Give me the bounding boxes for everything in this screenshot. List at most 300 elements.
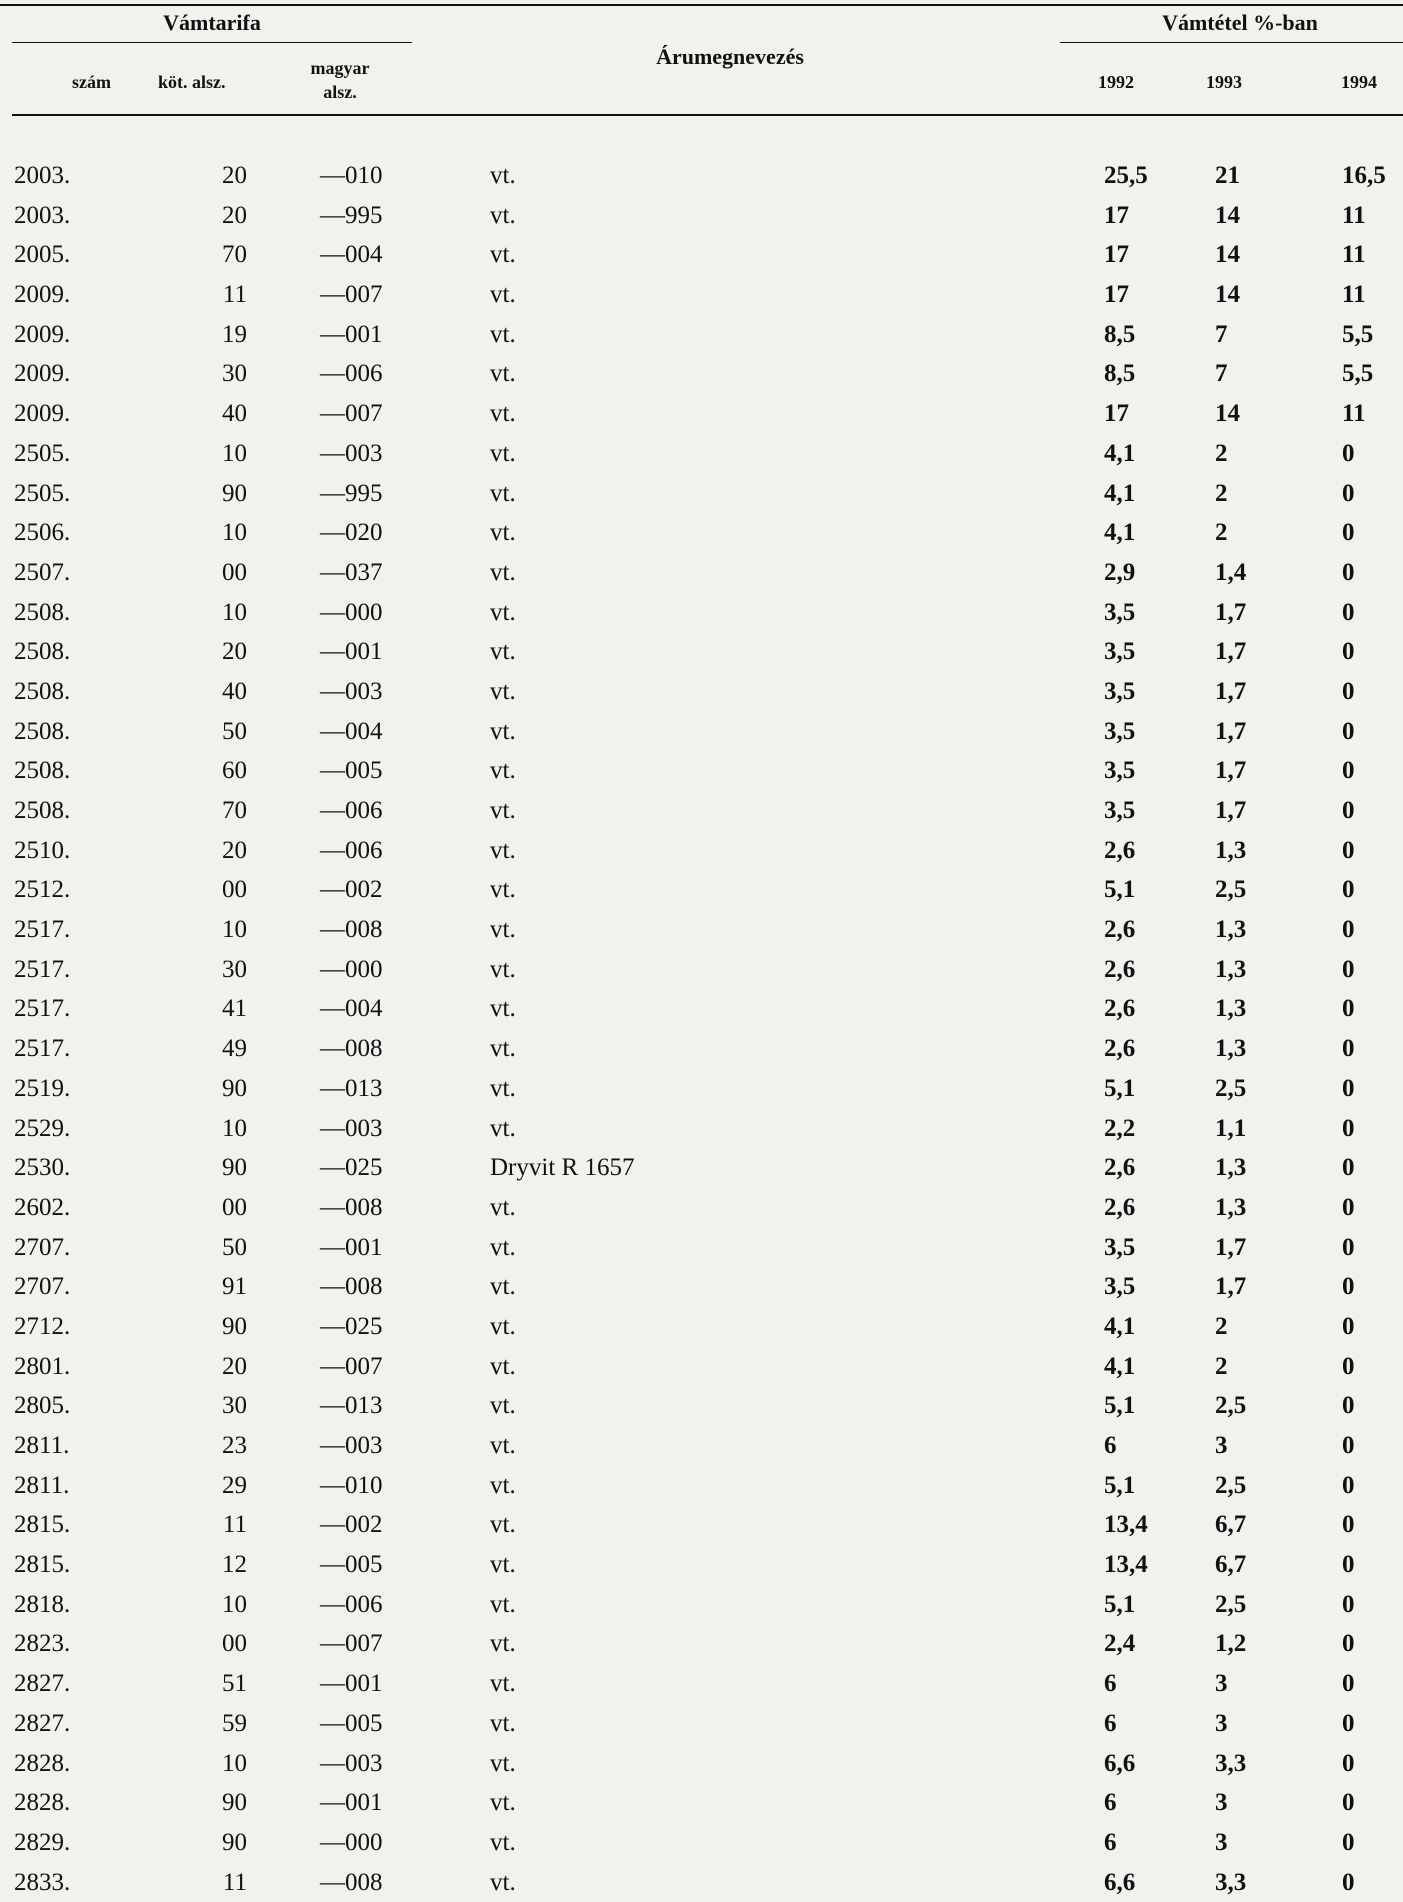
row-magyar-alsz: —008 — [320, 1868, 383, 1896]
row-arumegnevezes: vt. — [490, 995, 516, 1023]
row-vamtetel-1993: 1,3 — [1215, 1035, 1247, 1063]
table-row — [0, 1228, 1403, 1268]
row-vamtetel-1992: 3,5 — [1104, 757, 1136, 785]
row-magyar-alsz: —000 — [320, 955, 383, 983]
row-szam: 2517. — [14, 1035, 71, 1063]
row-vamtetel-1994: 0 — [1342, 1074, 1355, 1102]
row-magyar-alsz: —010 — [320, 1471, 383, 1499]
row-szam: 2512. — [14, 876, 71, 904]
row-vamtetel-1994: 0 — [1342, 1868, 1355, 1896]
row-magyar-alsz: —002 — [320, 1511, 383, 1539]
row-vamtetel-1992: 6,6 — [1104, 1749, 1136, 1777]
row-arumegnevezes: vt. — [490, 1392, 516, 1420]
row-vamtetel-1992: 25,5 — [1104, 162, 1148, 189]
vamtarifa-rule — [12, 42, 412, 43]
row-arumegnevezes: vt. — [490, 1471, 516, 1499]
row-szam: 2707. — [14, 1233, 71, 1261]
row-magyar-alsz: —013 — [320, 1074, 383, 1102]
row-vamtetel-1994: 0 — [1342, 479, 1355, 507]
row-szam: 2811. — [14, 1432, 70, 1459]
row-arumegnevezes: vt. — [490, 1432, 516, 1459]
row-vamtetel-1994: 0 — [1342, 439, 1355, 467]
row-arumegnevezes: vt. — [490, 598, 516, 626]
table-row — [0, 950, 1403, 990]
row-magyar-alsz: —005 — [320, 757, 383, 785]
table-row — [0, 1505, 1403, 1545]
row-vamtetel-1993: 3,3 — [1215, 1749, 1247, 1777]
table-row — [0, 1148, 1403, 1188]
row-vamtetel-1994: 0 — [1342, 797, 1355, 824]
table-row — [0, 275, 1403, 315]
row-kot-alsz: 12 — [222, 1551, 247, 1579]
row-vamtetel-1992: 5,1 — [1104, 1590, 1136, 1618]
row-vamtetel-1993: 1,7 — [1215, 717, 1247, 745]
row-vamtetel-1993: 3 — [1215, 1828, 1228, 1856]
table-row — [0, 1347, 1403, 1387]
row-szam: 2519. — [14, 1074, 71, 1102]
row-kot-alsz: 51 — [222, 1670, 247, 1698]
row-arumegnevezes: vt. — [490, 797, 516, 824]
row-vamtetel-1994: 0 — [1342, 1709, 1355, 1737]
row-vamtetel-1993: 2,5 — [1215, 1074, 1247, 1102]
row-szam: 2003. — [14, 201, 71, 229]
row-vamtetel-1994: 0 — [1342, 995, 1355, 1023]
row-szam: 2529. — [14, 1114, 71, 1142]
row-arumegnevezes: vt. — [490, 1709, 516, 1737]
row-kot-alsz: 70 — [222, 797, 247, 824]
row-vamtetel-1993: 1,7 — [1215, 598, 1247, 626]
row-arumegnevezes: vt. — [490, 519, 516, 547]
row-kot-alsz: 70 — [222, 241, 247, 269]
row-magyar-alsz: —004 — [320, 241, 383, 269]
row-kot-alsz: 90 — [222, 1154, 247, 1182]
table-row — [0, 235, 1403, 275]
row-kot-alsz: 11 — [222, 281, 247, 309]
row-vamtetel-1994: 0 — [1342, 598, 1355, 626]
table-row — [0, 196, 1403, 236]
row-magyar-alsz: —006 — [320, 1590, 383, 1618]
row-kot-alsz: 20 — [222, 162, 247, 189]
row-magyar-alsz: —995 — [320, 201, 383, 229]
row-vamtetel-1992: 5,1 — [1104, 1074, 1136, 1102]
header-year-1992: 1992 — [1098, 72, 1134, 92]
row-kot-alsz: 90 — [222, 1789, 247, 1817]
row-vamtetel-1992: 4,1 — [1104, 479, 1136, 507]
header-bottom-rule — [12, 114, 1403, 116]
row-vamtetel-1994: 11 — [1342, 400, 1366, 428]
row-szam: 2507. — [14, 558, 71, 586]
table-row — [0, 1744, 1403, 1784]
row-arumegnevezes: vt. — [490, 876, 516, 904]
row-vamtetel-1993: 2 — [1215, 1312, 1228, 1340]
row-vamtetel-1993: 1,7 — [1215, 638, 1247, 666]
row-arumegnevezes: vt. — [490, 1511, 516, 1539]
table-row — [0, 989, 1403, 1029]
table-row — [0, 1029, 1403, 1069]
row-vamtetel-1992: 4,1 — [1104, 1312, 1136, 1340]
table-row — [0, 910, 1403, 950]
row-magyar-alsz: —001 — [320, 1670, 383, 1698]
table-body — [0, 156, 1403, 1902]
row-szam: 2517. — [14, 916, 71, 944]
row-vamtetel-1994: 16,5 — [1342, 162, 1386, 189]
row-magyar-alsz: —007 — [320, 281, 383, 309]
row-vamtetel-1994: 0 — [1342, 1273, 1355, 1301]
row-magyar-alsz: —000 — [320, 1828, 383, 1856]
header-magyar-alsz-1: magyar — [310, 58, 370, 78]
row-vamtetel-1992: 2,6 — [1104, 1193, 1136, 1221]
row-magyar-alsz: —003 — [320, 1114, 383, 1142]
row-vamtetel-1994: 0 — [1342, 717, 1355, 745]
row-vamtetel-1993: 1,3 — [1215, 955, 1247, 983]
row-vamtetel-1992: 2,6 — [1104, 916, 1136, 944]
row-vamtetel-1992: 2,6 — [1104, 995, 1136, 1023]
header-year-1993: 1993 — [1206, 72, 1242, 92]
row-vamtetel-1994: 0 — [1342, 1114, 1355, 1142]
row-vamtetel-1994: 0 — [1342, 876, 1355, 904]
row-szam: 2517. — [14, 955, 71, 983]
row-vamtetel-1993: 3 — [1215, 1670, 1228, 1698]
row-kot-alsz: 40 — [222, 677, 247, 705]
row-kot-alsz: 10 — [222, 439, 247, 467]
row-kot-alsz: 10 — [222, 1114, 247, 1142]
row-szam: 2005. — [14, 241, 71, 269]
row-kot-alsz: 90 — [222, 479, 247, 507]
row-vamtetel-1992: 5,1 — [1104, 1392, 1136, 1420]
row-szam: 2517. — [14, 995, 71, 1023]
row-vamtetel-1993: 14 — [1215, 201, 1240, 229]
row-vamtetel-1993: 3,3 — [1215, 1868, 1247, 1896]
row-arumegnevezes: vt. — [490, 558, 516, 586]
row-vamtetel-1994: 0 — [1342, 558, 1355, 586]
table-row — [0, 870, 1403, 910]
table-row — [0, 354, 1403, 394]
row-kot-alsz: 30 — [222, 360, 247, 388]
row-kot-alsz: 30 — [222, 955, 247, 983]
row-szam: 2833. — [14, 1868, 71, 1896]
table-row — [0, 1069, 1403, 1109]
row-szam: 2712. — [14, 1312, 71, 1340]
row-szam: 2505. — [14, 479, 71, 507]
table-row — [0, 1624, 1403, 1664]
row-vamtetel-1993: 1,1 — [1215, 1114, 1247, 1142]
row-vamtetel-1993: 1,3 — [1215, 916, 1247, 944]
row-magyar-alsz: —003 — [320, 1432, 383, 1459]
row-arumegnevezes: vt. — [490, 717, 516, 745]
row-magyar-alsz: —001 — [320, 320, 383, 348]
row-vamtetel-1993: 1,7 — [1215, 757, 1247, 785]
row-arumegnevezes: vt. — [490, 1670, 516, 1698]
row-vamtetel-1992: 3,5 — [1104, 1273, 1136, 1301]
row-arumegnevezes: vt. — [490, 1312, 516, 1340]
table-row — [0, 553, 1403, 593]
row-kot-alsz: 50 — [222, 717, 247, 745]
row-kot-alsz: 10 — [222, 1590, 247, 1618]
row-vamtetel-1993: 3 — [1215, 1709, 1228, 1737]
row-magyar-alsz: —008 — [320, 1193, 383, 1221]
row-vamtetel-1994: 0 — [1342, 1828, 1355, 1856]
row-arumegnevezes: vt. — [490, 162, 516, 189]
table-row — [0, 1704, 1403, 1744]
row-szam: 2811. — [14, 1471, 70, 1499]
header-magyar-alsz-2: alsz. — [323, 82, 357, 102]
row-szam: 2828. — [14, 1749, 71, 1777]
row-magyar-alsz: —008 — [320, 1035, 383, 1063]
table-row — [0, 315, 1403, 355]
row-vamtetel-1993: 7 — [1215, 360, 1228, 388]
row-magyar-alsz: —008 — [320, 916, 383, 944]
row-vamtetel-1992: 17 — [1104, 201, 1129, 229]
row-vamtetel-1993: 3 — [1215, 1789, 1228, 1817]
row-vamtetel-1992: 5,1 — [1104, 876, 1136, 904]
table-row — [0, 156, 1403, 196]
row-vamtetel-1994: 5,5 — [1342, 360, 1374, 388]
header-arumegnevezes: Árumegnevezés — [656, 44, 804, 69]
row-vamtetel-1994: 0 — [1342, 1035, 1355, 1063]
row-vamtetel-1994: 0 — [1342, 1233, 1355, 1261]
table-row — [0, 1307, 1403, 1347]
row-vamtetel-1992: 3,5 — [1104, 797, 1136, 824]
table-row — [0, 712, 1403, 752]
row-arumegnevezes: vt. — [490, 955, 516, 983]
row-vamtetel-1994: 5,5 — [1342, 320, 1374, 348]
table-row — [0, 1664, 1403, 1704]
row-arumegnevezes: vt. — [490, 1789, 516, 1817]
row-vamtetel-1992: 3,5 — [1104, 638, 1136, 666]
row-vamtetel-1993: 2,5 — [1215, 1590, 1247, 1618]
row-vamtetel-1992: 3,5 — [1104, 677, 1136, 705]
row-arumegnevezes: vt. — [490, 1749, 516, 1777]
table-row — [0, 394, 1403, 434]
row-arumegnevezes: vt. — [490, 320, 516, 348]
row-kot-alsz: 20 — [222, 201, 247, 229]
row-vamtetel-1994: 0 — [1342, 1471, 1355, 1499]
row-magyar-alsz: —000 — [320, 598, 383, 626]
row-arumegnevezes: vt. — [490, 677, 516, 705]
table-row — [0, 632, 1403, 672]
row-magyar-alsz: —001 — [320, 638, 383, 666]
row-kot-alsz: 90 — [222, 1828, 247, 1856]
table-row — [0, 1188, 1403, 1228]
row-kot-alsz: 10 — [222, 916, 247, 944]
table-row — [0, 1267, 1403, 1307]
table-row — [0, 593, 1403, 633]
row-vamtetel-1992: 3,5 — [1104, 1233, 1136, 1261]
row-vamtetel-1992: 2,6 — [1104, 955, 1136, 983]
row-kot-alsz: 49 — [222, 1035, 247, 1063]
row-szam: 2602. — [14, 1193, 71, 1221]
row-kot-alsz: 20 — [222, 638, 247, 666]
row-szam: 2508. — [14, 677, 71, 705]
row-vamtetel-1993: 2,5 — [1215, 876, 1247, 904]
row-vamtetel-1992: 17 — [1104, 281, 1129, 309]
row-magyar-alsz: —013 — [320, 1392, 383, 1420]
row-vamtetel-1992: 4,1 — [1104, 439, 1136, 467]
row-szam: 2530. — [14, 1154, 71, 1182]
row-kot-alsz: 59 — [222, 1709, 247, 1737]
row-vamtetel-1994: 0 — [1342, 1352, 1355, 1380]
row-szam: 2506. — [14, 519, 71, 547]
row-arumegnevezes: vt. — [490, 1630, 516, 1658]
row-arumegnevezes: vt. — [490, 281, 516, 309]
row-kot-alsz: 30 — [222, 1392, 247, 1420]
row-vamtetel-1992: 5,1 — [1104, 1471, 1136, 1499]
row-magyar-alsz: —003 — [320, 439, 383, 467]
table-row — [0, 1823, 1403, 1863]
row-szam: 2829. — [14, 1828, 71, 1856]
row-kot-alsz: 23 — [222, 1432, 247, 1459]
header-kot-alsz: köt. alsz. — [158, 72, 226, 92]
row-vamtetel-1994: 0 — [1342, 677, 1355, 705]
row-szam: 2508. — [14, 797, 71, 824]
table-row — [0, 513, 1403, 553]
row-vamtetel-1993: 1,7 — [1215, 797, 1247, 824]
row-vamtetel-1992: 2,4 — [1104, 1630, 1136, 1658]
row-szam: 2510. — [14, 836, 71, 864]
row-vamtetel-1994: 0 — [1342, 916, 1355, 944]
table-row — [0, 791, 1403, 831]
row-magyar-alsz: —004 — [320, 995, 383, 1023]
row-magyar-alsz: —020 — [320, 519, 383, 547]
row-vamtetel-1994: 0 — [1342, 955, 1355, 983]
table-row — [0, 751, 1403, 791]
row-kot-alsz: 60 — [222, 757, 247, 785]
row-szam: 2827. — [14, 1670, 71, 1698]
row-magyar-alsz: —001 — [320, 1789, 383, 1817]
row-vamtetel-1994: 11 — [1342, 241, 1366, 269]
row-vamtetel-1994: 0 — [1342, 1392, 1355, 1420]
row-arumegnevezes: vt. — [490, 241, 516, 269]
row-kot-alsz: 20 — [222, 1352, 247, 1380]
row-magyar-alsz: —002 — [320, 876, 383, 904]
row-szam: 2009. — [14, 281, 71, 309]
row-vamtetel-1993: 14 — [1215, 281, 1240, 309]
header-szam: szám — [72, 72, 111, 92]
row-arumegnevezes: vt. — [490, 836, 516, 864]
row-vamtetel-1993: 1,4 — [1215, 558, 1247, 586]
row-vamtetel-1992: 4,1 — [1104, 1352, 1136, 1380]
row-kot-alsz: 29 — [222, 1471, 247, 1499]
row-vamtetel-1992: 3,5 — [1104, 598, 1136, 626]
row-vamtetel-1993: 6,7 — [1215, 1511, 1247, 1539]
row-szam: 2805. — [14, 1392, 71, 1420]
row-magyar-alsz: —006 — [320, 360, 383, 388]
row-magyar-alsz: —005 — [320, 1709, 383, 1737]
vamtetel-rule — [1060, 42, 1403, 43]
row-arumegnevezes: vt. — [490, 201, 516, 229]
row-szam: 2508. — [14, 638, 71, 666]
row-magyar-alsz: —004 — [320, 717, 383, 745]
row-kot-alsz: 00 — [222, 876, 247, 904]
row-vamtetel-1992: 3,5 — [1104, 717, 1136, 745]
row-arumegnevezes: vt. — [490, 1551, 516, 1579]
row-vamtetel-1993: 1,7 — [1215, 677, 1247, 705]
row-vamtetel-1992: 8,5 — [1104, 360, 1136, 388]
row-vamtetel-1994: 0 — [1342, 1511, 1355, 1539]
header-vamtetel: Vámtétel %-ban — [1162, 10, 1318, 35]
row-magyar-alsz: —010 — [320, 162, 383, 189]
row-magyar-alsz: —008 — [320, 1273, 383, 1301]
row-szam: 2009. — [14, 360, 71, 388]
table-row — [0, 1466, 1403, 1506]
row-vamtetel-1993: 2,5 — [1215, 1392, 1247, 1420]
row-vamtetel-1992: 2,6 — [1104, 836, 1136, 864]
row-arumegnevezes: vt. — [490, 1352, 516, 1380]
row-kot-alsz: 00 — [222, 1630, 247, 1658]
row-szam: 2828. — [14, 1789, 71, 1817]
row-szam: 2815. — [14, 1551, 71, 1579]
row-arumegnevezes: vt. — [490, 1193, 516, 1221]
row-kot-alsz: 11 — [222, 1511, 247, 1539]
row-kot-alsz: 11 — [222, 1868, 247, 1896]
row-kot-alsz: 19 — [222, 320, 247, 348]
row-kot-alsz: 90 — [222, 1312, 247, 1340]
header-year-1994: 1994 — [1341, 72, 1377, 92]
row-arumegnevezes: vt. — [490, 1828, 516, 1856]
row-vamtetel-1993: 2 — [1215, 439, 1228, 467]
row-magyar-alsz: —006 — [320, 836, 383, 864]
row-vamtetel-1994: 0 — [1342, 638, 1355, 666]
row-arumegnevezes: vt. — [490, 916, 516, 944]
row-vamtetel-1993: 21 — [1215, 162, 1240, 189]
row-magyar-alsz: —025 — [320, 1312, 383, 1340]
row-vamtetel-1992: 13,4 — [1104, 1511, 1148, 1539]
row-arumegnevezes: vt. — [490, 360, 516, 388]
row-arumegnevezes: vt. — [490, 1114, 516, 1142]
row-magyar-alsz: —037 — [320, 558, 383, 586]
row-vamtetel-1993: 1,3 — [1215, 1154, 1247, 1182]
row-vamtetel-1994: 0 — [1342, 1630, 1355, 1658]
row-vamtetel-1993: 14 — [1215, 400, 1240, 428]
row-vamtetel-1994: 0 — [1342, 1432, 1355, 1459]
row-vamtetel-1992: 2,2 — [1104, 1114, 1136, 1142]
row-vamtetel-1994: 0 — [1342, 519, 1355, 547]
row-magyar-alsz: —001 — [320, 1233, 383, 1261]
row-vamtetel-1994: 0 — [1342, 1154, 1355, 1182]
row-vamtetel-1993: 2 — [1215, 1352, 1228, 1380]
row-magyar-alsz: —007 — [320, 1630, 383, 1658]
row-vamtetel-1992: 17 — [1104, 400, 1129, 428]
row-szam: 2707. — [14, 1273, 71, 1301]
row-arumegnevezes: vt. — [490, 1074, 516, 1102]
row-szam: 2823. — [14, 1630, 71, 1658]
row-vamtetel-1992: 6 — [1104, 1789, 1117, 1817]
row-vamtetel-1993: 14 — [1215, 241, 1240, 269]
row-vamtetel-1994: 0 — [1342, 1193, 1355, 1221]
table-row — [0, 1545, 1403, 1585]
row-arumegnevezes: vt. — [490, 439, 516, 467]
row-vamtetel-1994: 0 — [1342, 1670, 1355, 1698]
row-kot-alsz: 50 — [222, 1233, 247, 1261]
row-szam: 2827. — [14, 1709, 71, 1737]
row-kot-alsz: 00 — [222, 1193, 247, 1221]
row-vamtetel-1992: 2,9 — [1104, 558, 1136, 586]
table-row — [0, 1783, 1403, 1823]
row-arumegnevezes: vt. — [490, 1868, 516, 1896]
row-vamtetel-1994: 11 — [1342, 201, 1366, 229]
row-szam: 2505. — [14, 439, 71, 467]
row-vamtetel-1992: 6 — [1104, 1828, 1117, 1856]
row-arumegnevezes: vt. — [490, 400, 516, 428]
table-row — [0, 1426, 1403, 1466]
row-arumegnevezes: vt. — [490, 1233, 516, 1261]
row-vamtetel-1993: 6,7 — [1215, 1551, 1247, 1579]
row-vamtetel-1993: 2,5 — [1215, 1471, 1247, 1499]
row-vamtetel-1993: 1,3 — [1215, 836, 1247, 864]
row-kot-alsz: 10 — [222, 519, 247, 547]
row-magyar-alsz: —007 — [320, 1352, 383, 1380]
row-magyar-alsz: —005 — [320, 1551, 383, 1579]
